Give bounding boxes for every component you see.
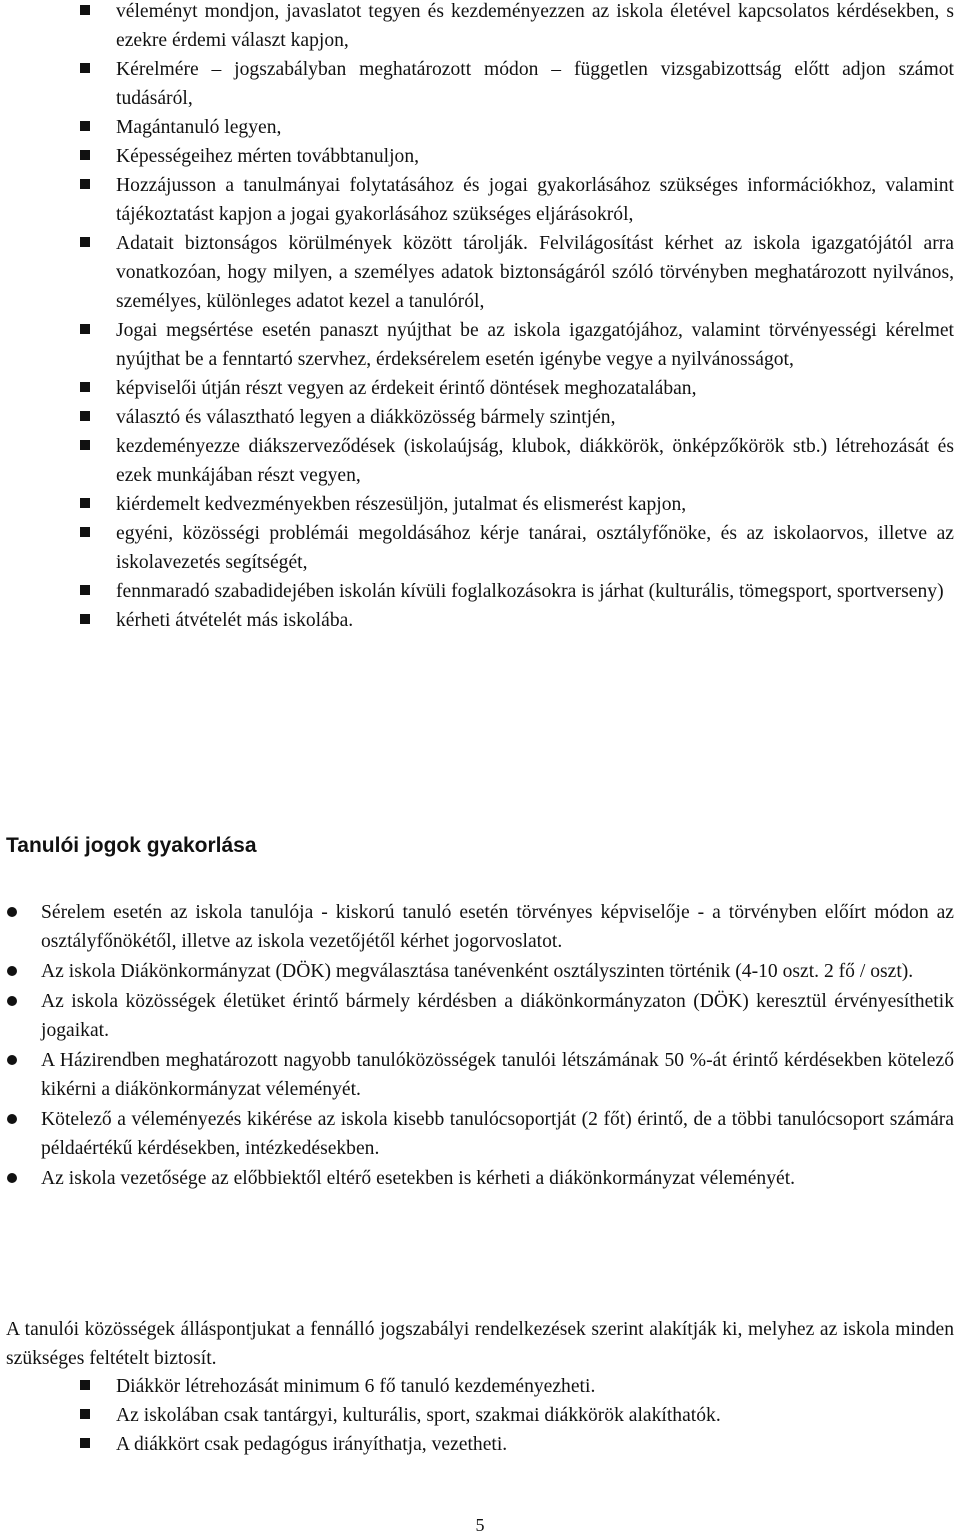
list-item-text: véleményt mondjon, javaslatot tegyen és kezdeményezzen az iskola életével kapcsolatos kérdésekben, s ezekre érdemi választ kapjon, (116, 1, 954, 51)
list-item (0, 957, 960, 986)
list-item (0, 171, 960, 229)
square-bullet-icon (80, 150, 90, 160)
square-bullet-icon (80, 498, 90, 508)
list-item (0, 1372, 960, 1401)
list-item-text: Hozzájusson a tanulmányai folytatásához és jogai gyakorlásához szükséges információkhoz, valamint tájékoztatást kapjon a jogai gyakorlásához szükséges eljárásokról, (116, 175, 954, 225)
list-item (0, 229, 960, 316)
list-item-text: egyéni, közösségi problémái megoldásához kérje tanárai, osztályfőnöke, és az iskolaorvos, illetve az iskolavezetés segítségét, (116, 523, 954, 573)
round-bullet-icon (7, 966, 17, 976)
list-item (0, 0, 960, 55)
page-number: 5 (475, 1515, 485, 1535)
square-bullet-icon (80, 585, 90, 595)
list-item-text: fennmaradó szabadidejében iskolán kívüli foglalkozásokra is járhat (kulturális, tömegsport, sportverseny) (116, 581, 944, 602)
square-bullet-icon (80, 382, 90, 392)
list-item (0, 1164, 960, 1193)
list-item-text: kezdeményezze diákszerveződések (iskolaújság, klubok, diákkörök, önképzőkörök stb.) létrehozását és ezek munkájában részt vegyen, (116, 436, 954, 486)
list-item (0, 519, 960, 577)
square-bullet-icon (80, 63, 90, 73)
student-club-list (0, 1372, 960, 1459)
list-item (0, 432, 960, 490)
list-item-text: Képességeihez mérten továbbtanuljon, (116, 146, 420, 167)
square-bullet-icon (80, 324, 90, 334)
list-item-text: Az iskolában csak tantárgyi, kulturális, sport, szakmai diákkörök alakíthatók. (116, 1405, 721, 1426)
list-item-text: Kötelező a véleményezés kikérése az iskola kisebb tanulócsoportját (2 főt) érintő, de a többi tanulócsoport számára példaértékű kérdésekben, intézkedésekben. (41, 1109, 954, 1159)
list-item (0, 898, 960, 956)
round-bullet-icon (7, 1055, 17, 1065)
list-item (0, 577, 960, 606)
list-item-text: A Házirendben meghatározott nagyobb tanulóközösségek tanulói létszámának 50 %-át érintő kérdésekben kötelező kikérni a diákönkormányzat véleményét. (41, 1050, 954, 1100)
list-item-text: kérheti átvételét más iskolába. (116, 610, 354, 631)
list-item (0, 1430, 960, 1459)
square-bullet-icon (80, 527, 90, 537)
student-rights-list (0, 0, 960, 635)
square-bullet-icon (80, 121, 90, 131)
list-item-text: kiérdemelt kedvezményekben részesüljön, jutalmat és elismerést kapjon, (116, 494, 687, 515)
list-item (0, 1401, 960, 1430)
round-bullet-icon (7, 1173, 17, 1183)
list-item (0, 403, 960, 432)
round-bullet-icon (7, 907, 17, 917)
list-item (0, 374, 960, 403)
list-item-text: Magántanuló legyen, (116, 117, 282, 138)
list-item (0, 316, 960, 374)
square-bullet-icon (80, 5, 90, 15)
square-bullet-icon (80, 411, 90, 421)
list-item (0, 606, 960, 635)
rights-exercise-list (0, 898, 960, 1194)
list-item-text: Az iskola Diákönkormányzat (DÖK) megválasztása tanévenként osztályszinten történik (4-10 oszt. 2 fő / oszt). (41, 961, 914, 982)
list-item-text: Kérelmére – jogszabályban meghatározott módon – független vizsgabizottság előtt adjon számot tudásáról, (116, 59, 954, 109)
square-bullet-icon (80, 237, 90, 247)
list-item-text: Az iskola közösségek életüket érintő bármely kérdésben a diákönkormányzaton (DÖK) keresztül érvényesíthetik jogaikat. (41, 991, 954, 1041)
list-item (0, 142, 960, 171)
square-bullet-icon (80, 179, 90, 189)
list-item-text: Sérelem esetén az iskola tanulója - kiskorú tanuló esetén törvényes képviselője - a törvényben előírt módon az osztályfőnökétől, illetve az iskola vezetőjétől kérhet jogorvoslatot. (41, 902, 954, 952)
list-item-text: Diákkör létrehozását minimum 6 fő tanuló kezdeményezheti. (116, 1376, 596, 1397)
list-item-text: Adatait biztonságos körülmények között tárolják. Felvilágosítást kérhet az iskola igazgatójától arra vonatkozóan, hogy milyen, a személyes adatok biztonságáról szóló törvényben meghatározott nyilvános, személyes, különleges adatot kezel a tanulóról, (116, 233, 954, 312)
square-bullet-icon (80, 440, 90, 450)
list-item-text: képviselői útján részt vegyen az érdekeit érintő döntések meghozatalában, (116, 378, 697, 399)
list-item (0, 987, 960, 1045)
list-item (0, 55, 960, 113)
list-item-text: A diákkört csak pedagógus irányíthatja, vezetheti. (116, 1434, 508, 1455)
list-item (0, 113, 960, 142)
list-item (0, 1046, 960, 1104)
square-bullet-icon (80, 1380, 90, 1390)
square-bullet-icon (80, 1438, 90, 1448)
section-heading: Tanulói jogok gyakorlása (6, 834, 257, 857)
square-bullet-icon (80, 614, 90, 624)
square-bullet-icon (80, 1409, 90, 1419)
list-item (0, 490, 960, 519)
round-bullet-icon (7, 1114, 17, 1124)
list-item-text: Az iskola vezetősége az előbbiektől eltérő esetekben is kérheti a diákönkormányzat véleményét. (41, 1168, 796, 1189)
body-paragraph: A tanulói közösségek álláspontjukat a fennálló jogszabályi rendelkezések szerint alakítják ki, melyhez az iskola minden szükséges feltételt biztosít. (6, 1319, 954, 1369)
list-item-text: választó és választható legyen a diákközösség bármely szintjén, (116, 407, 616, 428)
round-bullet-icon (7, 996, 17, 1006)
list-item (0, 1105, 960, 1163)
list-item-text: Jogai megsértése esetén panaszt nyújthat be az iskola igazgatójához, valamint törvényességi kérelmet nyújthat be a fenntartó szervhez, érdeksérelem esetén igénybe vegye a nyilvánosságot, (116, 320, 954, 370)
